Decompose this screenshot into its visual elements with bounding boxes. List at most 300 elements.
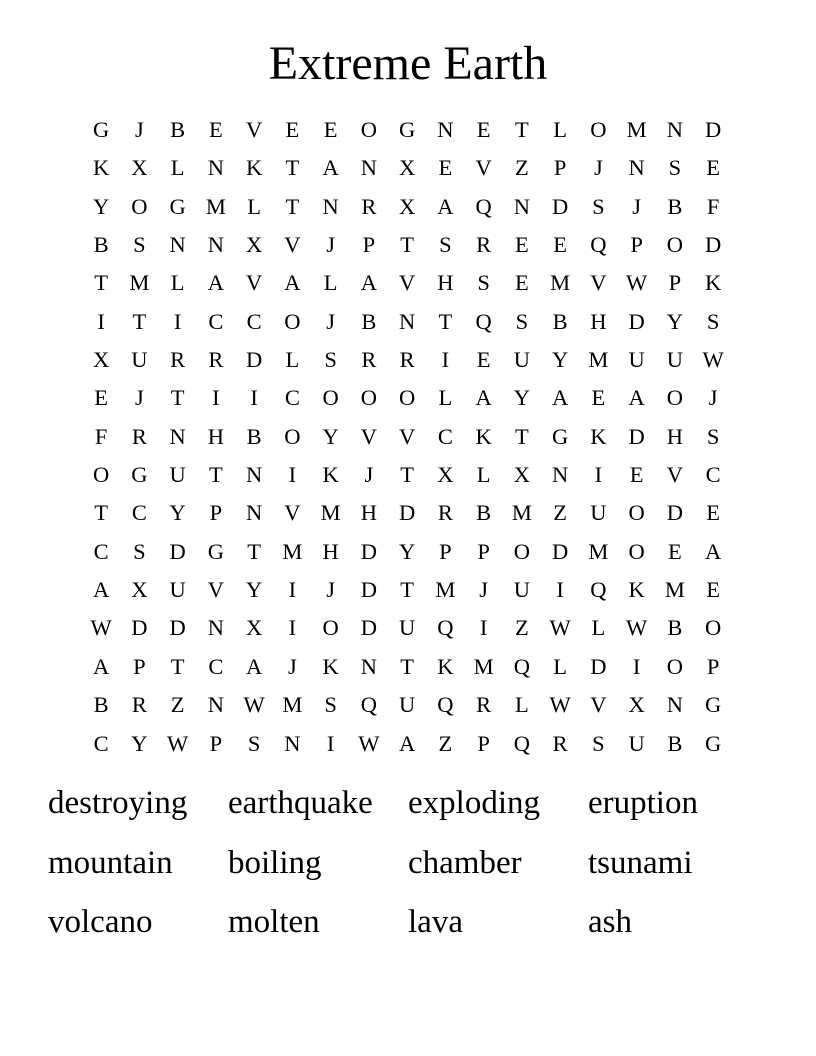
grid-letter: P bbox=[668, 270, 682, 296]
grid-letter: U bbox=[628, 730, 645, 756]
grid-letter: C bbox=[208, 308, 224, 334]
grid-letter: A bbox=[360, 270, 377, 296]
grid-letter: X bbox=[93, 347, 110, 373]
grid-letter: X bbox=[131, 155, 148, 181]
grid-letter: R bbox=[131, 423, 147, 449]
grid-letter: A bbox=[284, 270, 301, 296]
grid-letter: R bbox=[361, 193, 377, 219]
grid-letter: J bbox=[632, 193, 641, 219]
grid-letter: S bbox=[133, 232, 146, 258]
grid-letter: K bbox=[322, 653, 339, 679]
grid-letter: W bbox=[90, 615, 112, 641]
grid-letter: H bbox=[590, 308, 607, 334]
grid-letter: K bbox=[590, 423, 607, 449]
grid-letter: G bbox=[552, 423, 569, 449]
grid-letter: P bbox=[439, 538, 452, 564]
grid-letter: V bbox=[284, 500, 301, 526]
grid-letter: P bbox=[477, 538, 490, 564]
grid-letter: E bbox=[591, 385, 606, 411]
grid-letter: P bbox=[362, 232, 376, 258]
grid-letter: R bbox=[437, 500, 453, 526]
letter-grid bbox=[82, 111, 732, 763]
grid-letter: E bbox=[285, 117, 300, 142]
grid-letter: D bbox=[628, 308, 645, 334]
grid-letter: I bbox=[288, 615, 297, 641]
grid-letter: N bbox=[399, 308, 416, 334]
word-list-item: molten bbox=[228, 904, 320, 940]
grid-letter: B bbox=[361, 308, 377, 334]
grid-letter: U bbox=[590, 500, 607, 526]
grid-letter: T bbox=[94, 270, 108, 296]
grid-letter: J bbox=[134, 385, 144, 411]
grid-letter: U bbox=[399, 692, 416, 718]
grid-letter: P bbox=[133, 653, 146, 679]
grid-letter: D bbox=[552, 538, 569, 564]
grid-letter: M bbox=[588, 538, 609, 564]
grid-letter: O bbox=[131, 193, 148, 219]
grid-letter: B bbox=[93, 232, 109, 258]
grid-letter: W bbox=[167, 730, 189, 756]
grid-letter: W bbox=[549, 615, 571, 641]
grid-letter: K bbox=[246, 155, 263, 181]
grid-letter: I bbox=[212, 385, 220, 411]
grid-letter: P bbox=[706, 653, 720, 679]
grid-letter: M bbox=[511, 500, 532, 526]
grid-letter: X bbox=[628, 692, 645, 718]
grid-letter: J bbox=[134, 117, 144, 142]
grid-letter: N bbox=[628, 155, 645, 181]
grid-letter: A bbox=[552, 385, 569, 411]
grid-letter: S bbox=[324, 347, 337, 373]
grid-letter: N bbox=[552, 462, 569, 488]
grid-letter: R bbox=[208, 347, 224, 373]
grid-letter: A bbox=[705, 538, 722, 564]
grid-letter: D bbox=[666, 500, 683, 526]
grid-letter: D bbox=[705, 117, 722, 142]
grid-letter: P bbox=[630, 232, 643, 258]
grid-letter: E bbox=[438, 155, 453, 181]
grid-letter: T bbox=[400, 653, 414, 679]
grid-letter: Q bbox=[360, 692, 377, 718]
grid-letter: A bbox=[322, 155, 339, 181]
grid-letter: W bbox=[549, 692, 571, 718]
grid-letter: V bbox=[590, 270, 607, 296]
grid-letter: E bbox=[553, 232, 567, 258]
word-list-item: destroying bbox=[48, 785, 188, 821]
grid-letter: O bbox=[513, 538, 530, 564]
grid-letter: K bbox=[437, 653, 454, 679]
grid-letter: G bbox=[207, 538, 224, 564]
grid-letter: S bbox=[324, 692, 337, 718]
grid-letter: G bbox=[705, 730, 722, 756]
grid-letter: M bbox=[626, 117, 647, 142]
grid-letter: O bbox=[628, 538, 645, 564]
grid-letter: N bbox=[322, 193, 339, 219]
grid-letter: Q bbox=[513, 730, 530, 756]
word-list-item: boiling bbox=[228, 844, 322, 881]
grid-letter: U bbox=[169, 577, 186, 603]
grid-letter: R bbox=[131, 692, 147, 718]
grid-letter: E bbox=[476, 347, 491, 373]
grid-letter: S bbox=[592, 193, 605, 219]
grid-letter: E bbox=[706, 577, 720, 603]
grid-letter: D bbox=[246, 347, 263, 373]
grid-letter: J bbox=[326, 232, 335, 258]
grid-letter: D bbox=[360, 577, 377, 603]
grid-letter: O bbox=[360, 117, 377, 142]
grid-letter: K bbox=[475, 423, 492, 449]
grid-letter: C bbox=[705, 462, 721, 488]
grid-letter: N bbox=[360, 155, 377, 181]
grid-letter: E bbox=[629, 462, 644, 488]
grid-letter: V bbox=[590, 692, 607, 718]
grid-letter: Q bbox=[475, 193, 492, 219]
grid-letter: Z bbox=[170, 692, 185, 718]
grid-letter: V bbox=[360, 423, 377, 449]
grid-letter: Q bbox=[590, 232, 607, 258]
grid-letter: H bbox=[207, 423, 224, 449]
grid-letter: P bbox=[209, 730, 223, 756]
grid-letter: U bbox=[399, 615, 416, 641]
grid-letter: N bbox=[169, 423, 186, 449]
grid-letter: B bbox=[246, 423, 262, 449]
grid-letter: C bbox=[208, 653, 224, 679]
grid-letter: R bbox=[552, 730, 568, 756]
grid-letter: K bbox=[628, 577, 645, 603]
grid-letter: F bbox=[706, 193, 720, 219]
grid-letter: H bbox=[360, 500, 377, 526]
grid-letter: E bbox=[706, 155, 720, 181]
grid-letter: T bbox=[515, 117, 529, 142]
grid-letter: D bbox=[705, 232, 722, 258]
grid-letter: J bbox=[326, 308, 335, 334]
grid-letter: E bbox=[209, 117, 223, 142]
grid-letter: G bbox=[399, 117, 416, 142]
grid-letter: T bbox=[170, 653, 185, 679]
grid-letter: S bbox=[133, 538, 146, 564]
grid-letter: X bbox=[437, 462, 454, 488]
grid-letter: L bbox=[285, 347, 300, 373]
grid-letter: V bbox=[666, 462, 683, 488]
grid-letter: I bbox=[479, 615, 488, 641]
grid-letter: J bbox=[593, 155, 603, 181]
grid-letter: R bbox=[476, 232, 492, 258]
grid-letter: G bbox=[93, 117, 110, 142]
page-title: Extreme Earth bbox=[268, 37, 548, 90]
grid-letter: Y bbox=[552, 347, 569, 373]
grid-letter: T bbox=[515, 423, 529, 449]
grid-letter: T bbox=[132, 308, 147, 334]
grid-letter: H bbox=[437, 270, 454, 296]
grid-letter: T bbox=[170, 385, 185, 411]
grid-letter: T bbox=[438, 308, 453, 334]
grid-letter: G bbox=[705, 692, 722, 718]
grid-letter: P bbox=[553, 155, 567, 181]
grid-letter: Q bbox=[475, 308, 492, 334]
grid-letter: L bbox=[438, 385, 453, 411]
grid-letter: A bbox=[93, 653, 110, 679]
grid-letter: T bbox=[247, 538, 261, 564]
grid-letter: N bbox=[437, 117, 454, 142]
grid-letter: O bbox=[284, 308, 301, 334]
grid-letter: S bbox=[706, 308, 720, 334]
grid-letter: O bbox=[399, 385, 416, 411]
grid-letter: V bbox=[399, 270, 416, 296]
grid-letter: X bbox=[399, 193, 416, 219]
grid-letter: M bbox=[435, 577, 456, 603]
grid-letter: W bbox=[243, 692, 265, 718]
grid-letter: X bbox=[246, 615, 263, 641]
grid-letter: M bbox=[205, 193, 226, 219]
grid-letter: Y bbox=[93, 193, 110, 219]
grid-letter: Y bbox=[169, 500, 186, 526]
grid-letter: B bbox=[667, 193, 683, 219]
grid-letter: R bbox=[476, 692, 492, 718]
grid-letter: N bbox=[360, 653, 377, 679]
word-list-item: tsunami bbox=[588, 844, 693, 881]
grid-letter: A bbox=[399, 730, 416, 756]
grid-letter: D bbox=[552, 193, 569, 219]
grid-letter: S bbox=[247, 730, 261, 756]
grid-letter: T bbox=[400, 462, 414, 488]
grid-letter: M bbox=[664, 577, 685, 603]
grid-letter: E bbox=[515, 232, 529, 258]
grid-letter: S bbox=[477, 270, 490, 296]
grid-letter: O bbox=[666, 385, 683, 411]
grid-letter: T bbox=[209, 462, 223, 488]
grid-letter: M bbox=[550, 270, 571, 296]
grid-letter: X bbox=[513, 462, 530, 488]
grid-letter: P bbox=[477, 730, 490, 756]
word-list-item: ash bbox=[588, 904, 632, 940]
grid-letter: Z bbox=[515, 615, 529, 641]
grid-letter: T bbox=[400, 577, 414, 603]
grid-letter: N bbox=[207, 692, 224, 718]
grid-letter: P bbox=[209, 500, 223, 526]
word-list-item: volcano bbox=[48, 904, 153, 940]
grid-letter: B bbox=[667, 730, 683, 756]
grid-letter: B bbox=[476, 500, 492, 526]
grid-letter: R bbox=[399, 347, 415, 373]
grid-letter: M bbox=[320, 500, 341, 526]
grid-letter: Y bbox=[322, 423, 339, 449]
grid-letter: X bbox=[246, 232, 263, 258]
grid-letter: V bbox=[284, 232, 301, 258]
grid-letter: E bbox=[476, 117, 491, 142]
grid-letter: H bbox=[666, 423, 683, 449]
grid-letter: G bbox=[131, 462, 148, 488]
grid-letter: L bbox=[170, 270, 185, 296]
grid-letter: D bbox=[628, 423, 645, 449]
grid-letter: L bbox=[476, 462, 491, 488]
grid-letter: I bbox=[288, 462, 297, 488]
grid-letter: L bbox=[591, 615, 606, 641]
grid-letter: S bbox=[668, 155, 682, 181]
grid-letter: U bbox=[169, 462, 186, 488]
grid-letter: T bbox=[285, 155, 300, 181]
word-list-item: chamber bbox=[408, 844, 522, 881]
grid-letter: C bbox=[93, 730, 109, 756]
grid-letter: V bbox=[475, 155, 492, 181]
grid-letter: E bbox=[668, 538, 682, 564]
grid-letter: O bbox=[322, 385, 339, 411]
word-list-item: exploding bbox=[408, 785, 540, 821]
word-list-item: eruption bbox=[588, 785, 698, 821]
grid-letter: X bbox=[131, 577, 148, 603]
grid-letter: J bbox=[479, 577, 488, 603]
grid-letter: Z bbox=[553, 500, 567, 526]
grid-letter: Z bbox=[438, 730, 453, 756]
grid-letter: O bbox=[590, 117, 607, 142]
grid-letter: K bbox=[93, 155, 110, 181]
grid-letter: N bbox=[169, 232, 186, 258]
grid-letter: M bbox=[282, 538, 303, 564]
grid-letter: K bbox=[705, 270, 722, 296]
grid-letter: A bbox=[246, 653, 263, 679]
grid-letter: J bbox=[287, 653, 297, 679]
grid-letter: T bbox=[400, 232, 414, 258]
grid-letter: V bbox=[207, 577, 224, 603]
grid-letter: D bbox=[360, 538, 377, 564]
grid-letter: S bbox=[706, 423, 720, 449]
grid-letter: N bbox=[513, 193, 530, 219]
word-list-item: earthquake bbox=[228, 785, 373, 821]
grid-letter: O bbox=[628, 500, 645, 526]
grid-letter: H bbox=[322, 538, 339, 564]
grid-letter: L bbox=[170, 155, 185, 181]
grid-letter: S bbox=[592, 730, 605, 756]
grid-letter: C bbox=[93, 538, 109, 564]
grid-letter: Y bbox=[246, 577, 263, 603]
grid-letter: G bbox=[169, 193, 186, 219]
grid-letter: B bbox=[667, 615, 683, 641]
word-list bbox=[48, 777, 768, 956]
grid-letter: S bbox=[439, 232, 452, 258]
grid-letter: I bbox=[441, 347, 450, 373]
grid-letter: D bbox=[169, 538, 186, 564]
grid-letter: N bbox=[246, 462, 263, 488]
grid-letter: M bbox=[588, 347, 609, 373]
grid-letter: N bbox=[207, 232, 224, 258]
grid-letter: Y bbox=[399, 538, 416, 564]
grid-letter: I bbox=[97, 308, 105, 334]
grid-letter: X bbox=[399, 155, 416, 181]
grid-letter: N bbox=[207, 155, 224, 181]
grid-letter: C bbox=[131, 500, 147, 526]
grid-letter: A bbox=[207, 270, 224, 296]
grid-letter: Q bbox=[513, 653, 530, 679]
grid-letter: I bbox=[594, 462, 603, 488]
grid-letter: W bbox=[626, 270, 648, 296]
grid-letter: A bbox=[93, 577, 110, 603]
grid-letter: V bbox=[399, 423, 416, 449]
grid-letter: O bbox=[360, 385, 377, 411]
grid-letter: R bbox=[170, 347, 186, 373]
grid-letter: D bbox=[131, 615, 148, 641]
grid-letter: N bbox=[246, 500, 263, 526]
grid-letter: Y bbox=[131, 730, 148, 756]
grid-letter: C bbox=[437, 423, 453, 449]
grid-letter: L bbox=[323, 270, 338, 296]
grid-letter: K bbox=[322, 462, 339, 488]
grid-letter: A bbox=[437, 193, 454, 219]
grid-letter: E bbox=[706, 500, 720, 526]
grid-letter: M bbox=[282, 692, 303, 718]
grid-letter: A bbox=[475, 385, 492, 411]
grid-letter: W bbox=[626, 615, 648, 641]
grid-letter: V bbox=[246, 117, 263, 142]
grid-letter: C bbox=[246, 308, 262, 334]
grid-letter: B bbox=[170, 117, 186, 142]
grid-letter: I bbox=[326, 730, 335, 756]
grid-letter: U bbox=[513, 347, 530, 373]
grid-letter: S bbox=[515, 308, 529, 334]
grid-letter: V bbox=[246, 270, 263, 296]
grid-letter: L bbox=[515, 692, 529, 718]
grid-letter: N bbox=[284, 730, 301, 756]
grid-letter: E bbox=[323, 117, 338, 142]
grid-letter: I bbox=[173, 308, 182, 334]
grid-letter: I bbox=[288, 577, 297, 603]
grid-letter: N bbox=[207, 615, 224, 641]
grid-letter: L bbox=[553, 117, 567, 142]
grid-letter: E bbox=[515, 270, 529, 296]
grid-letter: I bbox=[250, 385, 258, 411]
grid-letter: W bbox=[702, 347, 724, 373]
grid-letter: A bbox=[628, 385, 645, 411]
grid-letter: U bbox=[666, 347, 683, 373]
grid-letter: O bbox=[93, 462, 110, 488]
grid-letter: E bbox=[94, 385, 108, 411]
grid-letter: J bbox=[364, 462, 374, 488]
grid-letter: Z bbox=[515, 155, 529, 181]
grid-letter: Y bbox=[513, 385, 530, 411]
grid-letter: D bbox=[360, 615, 377, 641]
grid-letter: C bbox=[284, 385, 300, 411]
grid-letter: N bbox=[666, 117, 683, 142]
grid-letter: W bbox=[358, 730, 380, 756]
word-list-item: lava bbox=[408, 904, 463, 940]
grid-letter: D bbox=[590, 653, 607, 679]
grid-letter: O bbox=[284, 423, 301, 449]
grid-letter: J bbox=[326, 577, 335, 603]
grid-letter: D bbox=[399, 500, 416, 526]
word-list-item: mountain bbox=[48, 844, 173, 881]
grid-letter: N bbox=[666, 692, 683, 718]
grid-letter: L bbox=[553, 653, 567, 679]
grid-letter: L bbox=[247, 193, 261, 219]
grid-letter: R bbox=[361, 347, 377, 373]
grid-letter: O bbox=[322, 615, 339, 641]
grid-letter: T bbox=[94, 500, 108, 526]
grid-letter: I bbox=[556, 577, 564, 603]
grid-letter: O bbox=[705, 615, 722, 641]
grid-letter: U bbox=[628, 347, 645, 373]
grid-letter: M bbox=[129, 270, 150, 296]
grid-letter: J bbox=[708, 385, 718, 411]
grid-letter: U bbox=[131, 347, 148, 373]
grid-letter: T bbox=[285, 193, 300, 219]
grid-letter: U bbox=[513, 577, 530, 603]
grid-letter: B bbox=[552, 308, 568, 334]
grid-letter: Q bbox=[590, 577, 607, 603]
grid-letter: F bbox=[94, 423, 108, 449]
grid-letter: Q bbox=[437, 615, 454, 641]
grid-letter: B bbox=[93, 692, 109, 718]
grid-letter: O bbox=[666, 232, 683, 258]
grid-letter: O bbox=[666, 653, 683, 679]
grid-letter: I bbox=[632, 653, 641, 679]
